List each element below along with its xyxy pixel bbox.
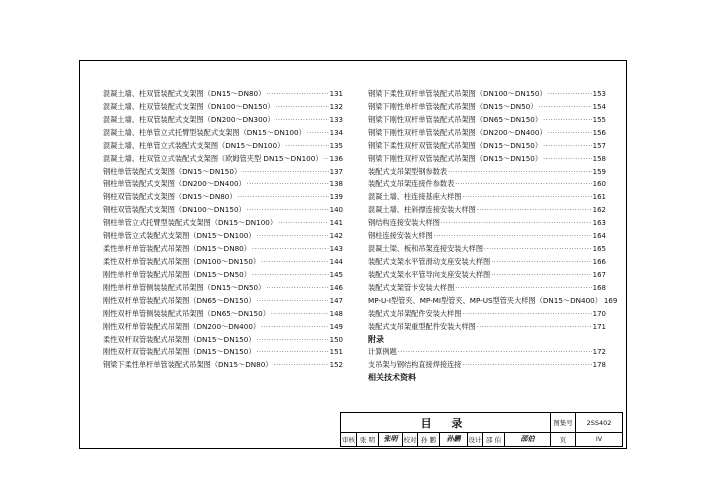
dot-leader bbox=[257, 231, 329, 244]
title-cell bbox=[341, 413, 550, 432]
toc-entry-title: 装配式支吊架配件安装大样图 bbox=[368, 308, 462, 318]
toc-entry-page: 145 bbox=[329, 270, 343, 279]
toc-entry-page: 167 bbox=[592, 270, 606, 279]
atlas-label: 图集号 bbox=[553, 419, 573, 427]
toc-entry-title: 装配式支架水平管导向支座安装大样图 bbox=[368, 269, 491, 279]
toc-entry[interactable] bbox=[103, 334, 343, 347]
dot-leader bbox=[448, 167, 592, 180]
related-docs-heading: 相关技术资料 bbox=[368, 373, 416, 383]
toc-entry-title: 钢梁下刚性双杆单管装配式吊架图（DN65～DN150） bbox=[368, 114, 543, 124]
toc-entry-title: 钢梁下柔性单杆单管装配式吊架图（DN15～DN80） bbox=[103, 360, 273, 370]
toc-entry[interactable] bbox=[368, 256, 606, 269]
dot-leader bbox=[252, 244, 329, 257]
check-signature-cell bbox=[439, 432, 467, 446]
atlas-number-cell bbox=[575, 413, 622, 432]
toc-entry[interactable] bbox=[368, 217, 606, 230]
toc-entry-title: 混凝土墙、柱双管装配式支架图（DN15～DN80） bbox=[103, 89, 266, 98]
toc-entry[interactable] bbox=[368, 359, 606, 372]
toc-entry-page: 133 bbox=[329, 115, 343, 124]
check-label: 校对 bbox=[403, 435, 417, 444]
toc-entry-page: 172 bbox=[592, 348, 606, 357]
toc-right-column bbox=[368, 88, 618, 385]
toc-entry-page: 149 bbox=[329, 322, 343, 331]
toc-entry-page: 151 bbox=[329, 348, 343, 357]
toc-entry-title: 混凝土墙、柱双管装配式支架图（DN100～DN150） bbox=[103, 101, 275, 111]
toc-entry-title: 柔性单杆单管装配式吊架图（DN15～DN80） bbox=[103, 244, 251, 254]
toc-entry[interactable] bbox=[368, 269, 606, 282]
toc-entry-page: 157 bbox=[592, 141, 606, 150]
toc-entry[interactable] bbox=[368, 191, 606, 204]
toc-entry-title: 钢柱连接安装大样图 bbox=[368, 231, 433, 241]
toc-entry[interactable] bbox=[368, 204, 606, 217]
toc-entry[interactable] bbox=[103, 282, 343, 295]
toc-entry-title: 刚性单杆单管装配式吊架图（DN15～DN50） bbox=[103, 269, 251, 279]
toc-entry-page: 143 bbox=[329, 245, 343, 254]
toc-entry-page: 165 bbox=[592, 245, 606, 254]
toc-entry-title: 混凝土墙、柱单管立式托臂型装配式支架图（DN15～DN100） bbox=[103, 127, 306, 137]
dot-leader bbox=[539, 102, 592, 115]
dot-leader bbox=[261, 322, 329, 335]
toc-entry[interactable] bbox=[103, 346, 343, 359]
toc-entry[interactable] bbox=[103, 88, 343, 101]
toc-entry-page: 139 bbox=[329, 193, 343, 202]
review-label-cell bbox=[341, 432, 356, 446]
toc-entry-page: 159 bbox=[592, 167, 606, 176]
dot-leader bbox=[274, 360, 329, 373]
toc-entry-title: 刚性双杆单管装配式吊架图（DN65～DN150） bbox=[103, 295, 256, 305]
toc-entry-title: 柔性双杆双管装配式吊架图（DN15～DN150） bbox=[103, 334, 256, 344]
toc-entry-title: 刚性双杆双管装配式吊架图（DN15～DN150） bbox=[103, 347, 256, 357]
dot-leader bbox=[462, 192, 591, 205]
toc-entry-page: 170 bbox=[592, 309, 606, 318]
toc-entry-title: 钢柱双管装配式支架图（DN15～DN80） bbox=[103, 192, 237, 202]
toc-entry[interactable] bbox=[103, 127, 343, 140]
toc-entry-title: 钢结构连接安装大样图 bbox=[368, 218, 440, 228]
review-label: 审核 bbox=[342, 435, 355, 444]
toc-entry-page: 131 bbox=[329, 90, 343, 98]
toc-entry-page: 135 bbox=[329, 141, 343, 150]
toc-entry-page: 144 bbox=[329, 257, 343, 266]
toc-entry-title: 装配式支吊架重型配件安装大样图 bbox=[368, 321, 476, 331]
toc-entry-page: 166 bbox=[592, 257, 606, 266]
toc-entry-title: 钢梁下柔性双杆单管装配式吊架图（DN100～DN150） bbox=[368, 89, 547, 98]
title-block-top-row bbox=[341, 413, 622, 433]
dot-leader bbox=[477, 205, 592, 218]
toc-entry-title: 混凝土墙、柱斜撑连接安装大样图 bbox=[368, 205, 476, 215]
toc-entry[interactable] bbox=[103, 217, 343, 230]
toc-entry-page: 148 bbox=[329, 309, 343, 318]
toc-entry[interactable] bbox=[103, 114, 343, 127]
dot-leader bbox=[271, 309, 329, 322]
toc-entry[interactable] bbox=[368, 114, 606, 127]
title-block-bottom-row bbox=[341, 432, 622, 446]
toc-entry[interactable] bbox=[368, 101, 606, 114]
dot-leader bbox=[242, 167, 328, 180]
toc-entry[interactable] bbox=[103, 166, 343, 179]
toc-entry-page: 154 bbox=[592, 102, 606, 111]
toc-entry-page: 160 bbox=[592, 180, 606, 189]
checker-name: 孙 鹏 bbox=[420, 435, 437, 444]
toc-entry[interactable] bbox=[368, 321, 606, 334]
toc-entry-page: 156 bbox=[592, 128, 606, 137]
dot-leader bbox=[307, 128, 329, 141]
toc-entry-title: 钢梁下刚性双杆单管装配式吊架图（DN200～DN400） bbox=[368, 127, 547, 137]
dot-leader bbox=[441, 218, 592, 231]
dot-leader bbox=[491, 257, 591, 270]
toc-entry-title: 钢柱单管立式托臂型装配式支架图（DN15～DN100） bbox=[103, 218, 278, 228]
dot-leader bbox=[455, 179, 591, 192]
dot-leader bbox=[491, 270, 591, 283]
toc-entry-page: 163 bbox=[592, 219, 606, 228]
appendix-heading: 附录 bbox=[368, 334, 384, 344]
toc-entry[interactable] bbox=[103, 204, 343, 217]
toc-entry[interactable] bbox=[103, 191, 343, 204]
toc-entry[interactable] bbox=[103, 256, 343, 269]
toc-entry[interactable] bbox=[368, 166, 606, 179]
toc-entry-page: 162 bbox=[592, 206, 606, 215]
dot-leader bbox=[278, 218, 329, 231]
toc-entry[interactable] bbox=[103, 178, 343, 191]
designer-name: 邵 伯 bbox=[485, 435, 502, 444]
checker-signature: 孙鹏 bbox=[446, 434, 461, 443]
toc-left-column bbox=[103, 88, 343, 372]
toc-entry-page: 168 bbox=[592, 283, 606, 292]
toc-entry-page: 146 bbox=[329, 283, 343, 292]
page-label-cell bbox=[550, 432, 575, 446]
design-signature-cell bbox=[504, 432, 550, 446]
toc-entry[interactable] bbox=[368, 308, 606, 321]
toc-entry-title: 刚性双杆单管装配式吊架图（DN200～DN400） bbox=[103, 321, 261, 331]
toc-entry[interactable] bbox=[368, 153, 606, 166]
toc-entry-page: 142 bbox=[329, 232, 343, 241]
toc-entry[interactable] bbox=[368, 127, 606, 140]
dot-leader bbox=[238, 192, 329, 205]
toc-entry-title: 装配式支架水平管滑动支座安装大样图 bbox=[368, 256, 491, 266]
review-signature-cell bbox=[378, 432, 402, 446]
toc-entry-page: 152 bbox=[329, 361, 343, 370]
toc-entry-title: 计算例题 bbox=[368, 347, 397, 357]
toc-entry-title: 混凝土墙、柱双管装配式支架图（DN200～DN300） bbox=[103, 114, 275, 124]
toc-entry-page: 153 bbox=[592, 90, 606, 98]
toc-entry-title: 钢柱单管装配式支架图（DN15～DN150） bbox=[103, 166, 242, 176]
title-block bbox=[340, 412, 623, 447]
dot-leader bbox=[543, 141, 592, 154]
toc-entry[interactable] bbox=[368, 346, 606, 359]
toc-entry-title: 混凝土梁、板和吊架连接安装大样图 bbox=[368, 244, 484, 254]
design-label-cell bbox=[467, 432, 482, 446]
toc-entry[interactable] bbox=[103, 295, 343, 308]
dot-leader bbox=[266, 283, 328, 296]
toc-entry-page: 134 bbox=[329, 128, 343, 137]
page-label: 页 bbox=[559, 435, 567, 444]
toc-entry-page: 136 bbox=[329, 154, 343, 163]
dot-leader bbox=[323, 154, 328, 167]
toc-entry-page: 132 bbox=[329, 102, 343, 111]
toc-entry-title: 装配式支吊架型钢参数表 bbox=[368, 166, 448, 176]
design-name-cell bbox=[482, 432, 504, 446]
reviewer-signature: 张明 bbox=[383, 434, 398, 443]
dot-leader bbox=[266, 89, 328, 102]
toc-entry-title: 刚性双杆单管侧装装配式吊架图（DN65～DN150） bbox=[103, 308, 270, 318]
toc-entry-title: 装配式支吊架连接件参数表 bbox=[368, 179, 455, 189]
toc-entry-title: 钢梁下柔性双杆双管装配式吊架图（DN15～DN150） bbox=[368, 140, 543, 150]
toc-entry-title: 钢柱双管装配式支架图（DN100～DN150） bbox=[103, 205, 246, 215]
toc-entry-page: 147 bbox=[329, 296, 343, 305]
toc-entry[interactable] bbox=[368, 282, 606, 295]
toc-entry[interactable] bbox=[368, 88, 606, 101]
toc-entry[interactable] bbox=[103, 153, 343, 166]
toc-entry-page: 164 bbox=[592, 232, 606, 241]
toc-entry[interactable] bbox=[103, 321, 343, 334]
toc-entry-title: 钢梁下刚性双杆双管装配式吊架图（DN15～DN150） bbox=[368, 153, 543, 163]
toc-entry-title: 混凝土墙、柱连接基座大样图 bbox=[368, 192, 462, 202]
toc-entry-page: 158 bbox=[592, 154, 606, 163]
toc-entry-page: 169 bbox=[603, 296, 618, 305]
designer-signature: 邵伯 bbox=[520, 434, 535, 443]
toc-entry[interactable] bbox=[103, 230, 343, 243]
toc-entry[interactable] bbox=[103, 140, 343, 153]
toc-entry-page: 161 bbox=[592, 193, 606, 202]
dot-leader bbox=[548, 89, 592, 102]
check-name-cell bbox=[417, 432, 439, 446]
dot-leader bbox=[275, 102, 328, 115]
toc-entry-page: 150 bbox=[329, 335, 343, 344]
drawing-title: 目 录 bbox=[420, 416, 471, 430]
toc-entry-title: 混凝土墙、柱单管立式装配式支架图（DN15～DN100） bbox=[103, 140, 285, 150]
toc-entry-page: 137 bbox=[329, 167, 343, 176]
toc-entry-page: 178 bbox=[592, 361, 606, 370]
dot-leader bbox=[261, 257, 329, 270]
toc-entry[interactable] bbox=[368, 178, 606, 191]
toc-entry[interactable] bbox=[103, 243, 343, 256]
dot-leader bbox=[462, 309, 591, 322]
page-number: IV bbox=[595, 435, 603, 443]
page-number-cell bbox=[575, 432, 622, 446]
toc-entry-page: 171 bbox=[592, 322, 606, 331]
dot-leader bbox=[548, 128, 592, 141]
toc-entry[interactable] bbox=[368, 243, 606, 256]
dot-leader bbox=[484, 244, 592, 257]
toc-entry[interactable] bbox=[103, 308, 343, 321]
atlas-number: 2SS402 bbox=[586, 418, 612, 427]
toc-entry[interactable] bbox=[103, 101, 343, 114]
review-name-cell bbox=[356, 432, 378, 446]
dot-leader bbox=[462, 360, 591, 373]
toc-entry-title: 装配式支架管卡安装大样图 bbox=[368, 282, 455, 292]
toc-entry-page: 138 bbox=[329, 180, 343, 189]
toc-entry-page: 155 bbox=[592, 115, 606, 124]
design-label: 设计 bbox=[468, 435, 482, 444]
dot-leader bbox=[247, 179, 329, 192]
reviewer-name: 张 明 bbox=[359, 435, 376, 444]
check-label-cell bbox=[402, 432, 417, 446]
toc-entry-title: MP-U-I型管夹、MP-MI型管夹、MP-US型管夹大样图（DN15～DN400） bbox=[368, 295, 602, 305]
toc-entry[interactable] bbox=[103, 359, 343, 372]
toc-entry[interactable] bbox=[368, 295, 618, 308]
dot-leader bbox=[257, 335, 329, 348]
toc-entry-title: 柔性双杆单管装配式吊架图（DN100～DN150） bbox=[103, 256, 261, 266]
toc-entry-title: 钢柱单管装配式支架图（DN200～DN400） bbox=[103, 179, 246, 189]
dot-leader bbox=[543, 154, 592, 167]
toc-entry-title: 钢梁下刚性单杆单管装配式吊架图（DN15～DN50） bbox=[368, 101, 538, 111]
toc-entry-page: 141 bbox=[329, 219, 343, 228]
toc-entry[interactable] bbox=[368, 140, 606, 153]
dot-leader bbox=[477, 322, 592, 335]
toc-entry[interactable] bbox=[368, 230, 606, 243]
atlas-label-cell bbox=[550, 413, 575, 432]
toc-entry-title: 混凝土墙、柱双管立式装配式支架图（欧姆管夹型 DN15～DN100） bbox=[103, 153, 323, 163]
toc-entry[interactable] bbox=[103, 269, 343, 282]
toc-entry-title: 支吊架与钢结构直接焊接连接 bbox=[368, 360, 462, 370]
toc-entry-page: 140 bbox=[329, 206, 343, 215]
toc-entry-title: 刚性单杆单管侧装装配式吊架图（DN15～DN50） bbox=[103, 282, 266, 292]
dot-leader bbox=[543, 115, 592, 128]
toc-entry-title: 钢柱单管立式装配式支架图（DN15～DN100） bbox=[103, 231, 256, 241]
